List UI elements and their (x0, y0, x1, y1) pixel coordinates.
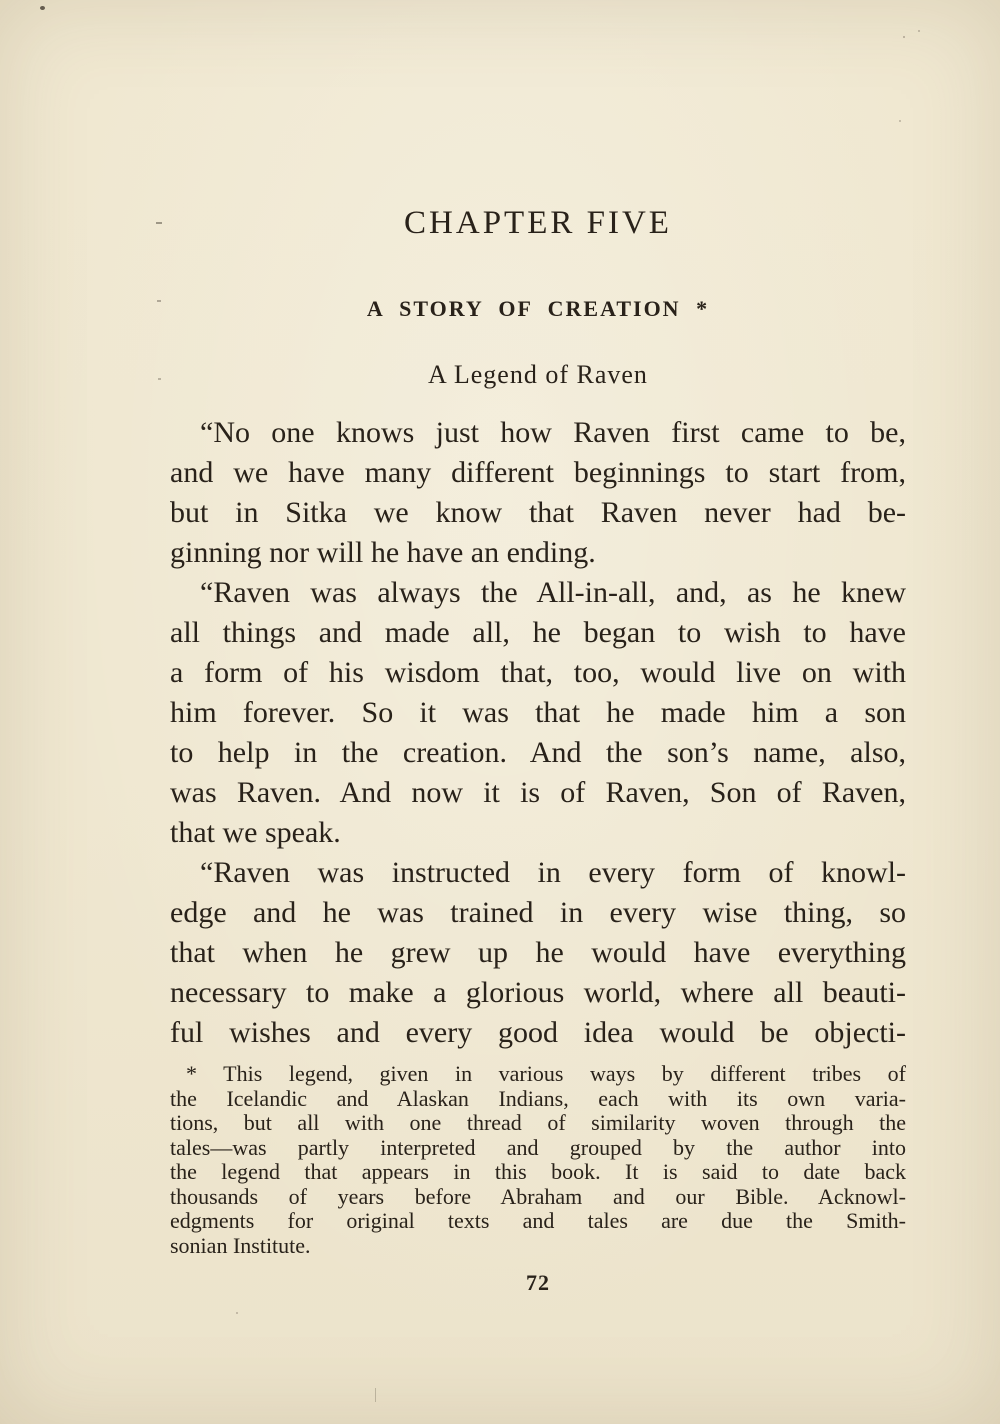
text-line: necessary to make a glorious world, where all beauti- (170, 976, 906, 1009)
chapter-title: CHAPTER FIVE (404, 205, 672, 241)
text-line: tions, but all with one thread of similarity woven through the (170, 1110, 906, 1135)
text-line: was Raven. And now it is of Raven, Son of Raven, (170, 776, 906, 809)
page-number: 72 (526, 1270, 550, 1295)
paragraph (170, 413, 906, 573)
legend-subtitle: A Legend of Raven (428, 360, 648, 389)
text-line: ginning nor will he have an ending. (170, 536, 596, 569)
text-line: and we have many different beginnings to start from, (170, 456, 906, 489)
text-line: sonian Institute. (170, 1232, 311, 1258)
text-line: the Icelandic and Alaskan Indians, each with its own varia- (170, 1085, 906, 1111)
scan-speck (158, 378, 161, 380)
text-line: thousands of years before Abraham and our Bible. Acknowl- (170, 1183, 906, 1209)
scan-speck (899, 120, 901, 122)
text-line: tales—was partly interpreted and grouped by the author into (170, 1134, 906, 1160)
text-line: him forever. So it was that he made him a son (170, 696, 906, 729)
text-line: ful wishes and every good idea would be objecti- (170, 1016, 906, 1049)
scan-speck (156, 222, 162, 224)
story-title: A STORY OF CREATION * (366, 296, 710, 321)
text-line: but in Sitka we know that Raven never had be- (170, 496, 906, 529)
paragraph (170, 573, 906, 853)
scan-speck (40, 6, 45, 10)
text-line: “Raven was instructed in every form of knowl- (200, 856, 906, 889)
text-line: the legend that appears in this book. It is said to date back (170, 1159, 906, 1184)
paragraph (170, 853, 906, 1053)
scan-speck (375, 1388, 376, 1402)
text-line: a form of his wisdom that, too, would live on with (170, 656, 906, 689)
text-line: that we speak. (170, 816, 341, 849)
text-line: “Raven was always the All-in-all, and, as he knew (200, 576, 906, 609)
footnote (170, 1062, 906, 1258)
text-line: edgments for original texts and tales are due the Smith- (170, 1208, 906, 1233)
scan-speck (918, 30, 920, 32)
text-line: all things and made all, he began to wish to have (170, 616, 906, 649)
scan-speck (903, 36, 905, 38)
scan-speck (157, 300, 161, 302)
text-line: edge and he was trained in every wise thing, so (170, 896, 906, 929)
text-line: * This legend, given in various ways by different tribes of (186, 1061, 906, 1086)
text-line: “No one knows just how Raven first came to be, (200, 416, 906, 449)
text-line: that when he grew up he would have everything (170, 936, 906, 969)
text-line: to help in the creation. And the son’s name, also, (170, 736, 906, 769)
body-text (170, 413, 906, 1053)
scan-speck (236, 1312, 238, 1314)
